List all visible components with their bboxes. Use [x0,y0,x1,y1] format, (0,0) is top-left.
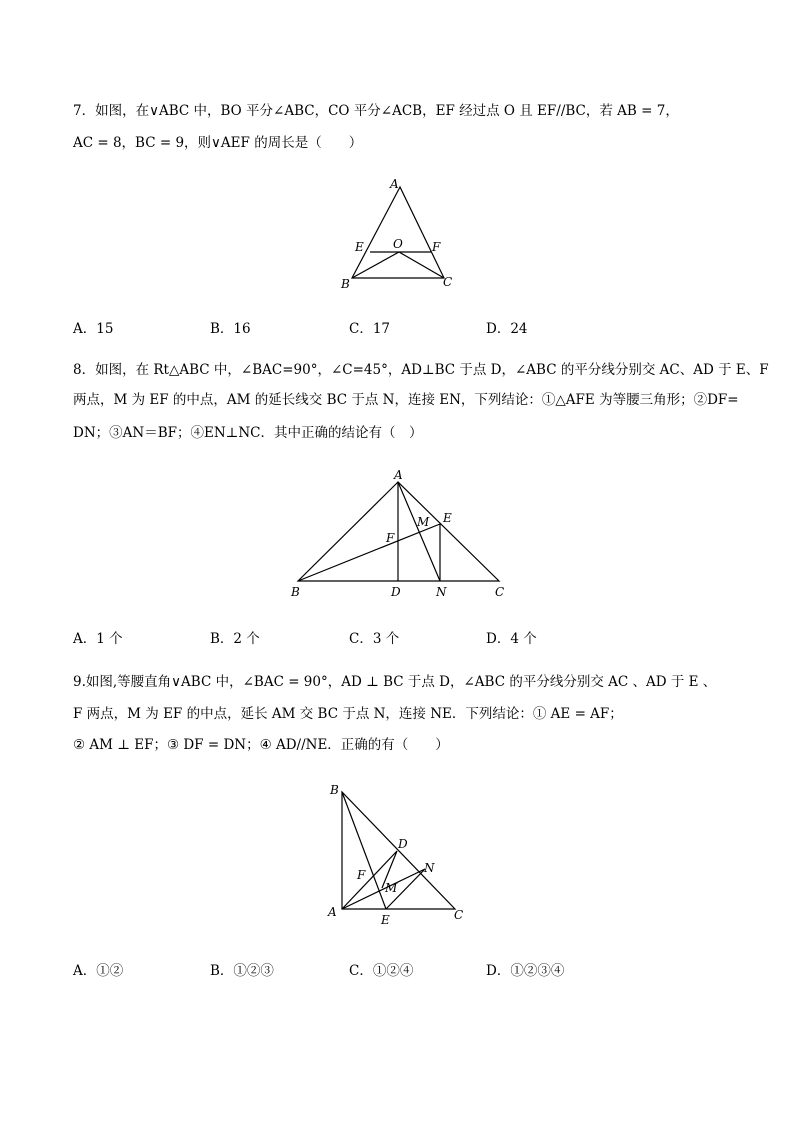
q8-text-line2: 两点，M 为 EF 的中点，AM 的延长线交 BC 于点 N，连接 EN，下列结论：①△AFE 为等腰三角形；②DF= [73,392,739,408]
q8-label-f: F [386,531,395,545]
q9-option-c[interactable]: C．①②④ [349,963,414,979]
q8-label-a: A [394,468,403,482]
q7-option-c[interactable]: C．17 [349,321,391,337]
q8-label-d: D [391,585,401,599]
q9-label-f: F [357,868,366,882]
q8-figure [285,462,515,607]
q9-text-line1: 9.如图,等腰直角∨ABC 中，∠BAC = 90°，AD ⊥ BC 于点 D，∠ABC 的平分线分别交 AC 、AD 于 E 、 [73,674,717,690]
q9-text-line2: F 两点，M 为 EF 的中点，延长 AM 交 BC 于点 N，连接 NE．下列结论：① AE = AF； [73,706,623,722]
q8-text-line3: DN；③AN＝BF；④EN⊥NC．其中正确的结论有（ ） [73,425,423,441]
q9-option-a[interactable]: A．①② [73,963,124,979]
q9-figure [320,780,480,930]
q9-segment-ad [342,851,397,909]
q8-label-c: C [495,585,505,599]
q8-label-m: M [417,515,430,529]
q7-label-b: B [341,277,350,291]
q9-label-c: C [454,908,464,922]
q7-label-e: E [355,240,364,254]
q8-label-n: N [436,585,447,599]
q9-label-b: B [330,783,339,797]
q9-option-b[interactable]: B．①②③ [210,963,274,979]
q9-label-e: E [381,913,390,927]
q9-label-a: A [328,905,337,919]
q7-text-line1: 7．如图，在∨ABC 中，BO 平分∠ABC，CO 平分∠ACB，EF 经过点 O 且 EF//BC，若 AB = 7， [73,103,679,119]
q7-label-o: O [393,237,403,251]
q8-segment-an [398,482,440,581]
q7-figure [330,175,470,295]
q7-option-b[interactable]: B．16 [210,321,251,337]
q7-text-line2: AC = 8，BC = 9，则∨AEF 的周长是（ ） [73,135,363,151]
q7-option-a[interactable]: A．15 [73,321,114,337]
q8-text-line1: 8．如图，在 Rt△ABC 中，∠BAC=90°，∠C=45°，AD⊥BC 于点 D，∠ABC 的平分线分别交 AC、AD 于 E、F [73,362,769,378]
q7-label-f: F [432,240,441,254]
q8-option-d[interactable]: D．4 个 [486,631,537,647]
q7-label-c: C [443,275,453,289]
q8-option-a[interactable]: A．1 个 [73,631,123,647]
q8-label-b: B [291,585,300,599]
q8-option-c[interactable]: C．3 个 [349,631,400,647]
q8-option-b[interactable]: B．2 个 [210,631,260,647]
q8-segment-be [298,524,440,581]
q7-label-a: A [390,177,399,191]
q7-triangle-abc [352,187,444,278]
q9-label-d: D [398,837,408,851]
q9-option-d[interactable]: D．①②③④ [486,963,565,979]
q9-text-line3: ② AM ⊥ EF；③ DF = DN；④ AD//NE．正确的有（ ） [73,737,449,753]
q8-label-e: E [443,511,452,525]
q9-label-m: M [385,881,398,895]
q9-label-n: N [424,861,435,875]
q7-option-d[interactable]: D．24 [486,321,528,337]
